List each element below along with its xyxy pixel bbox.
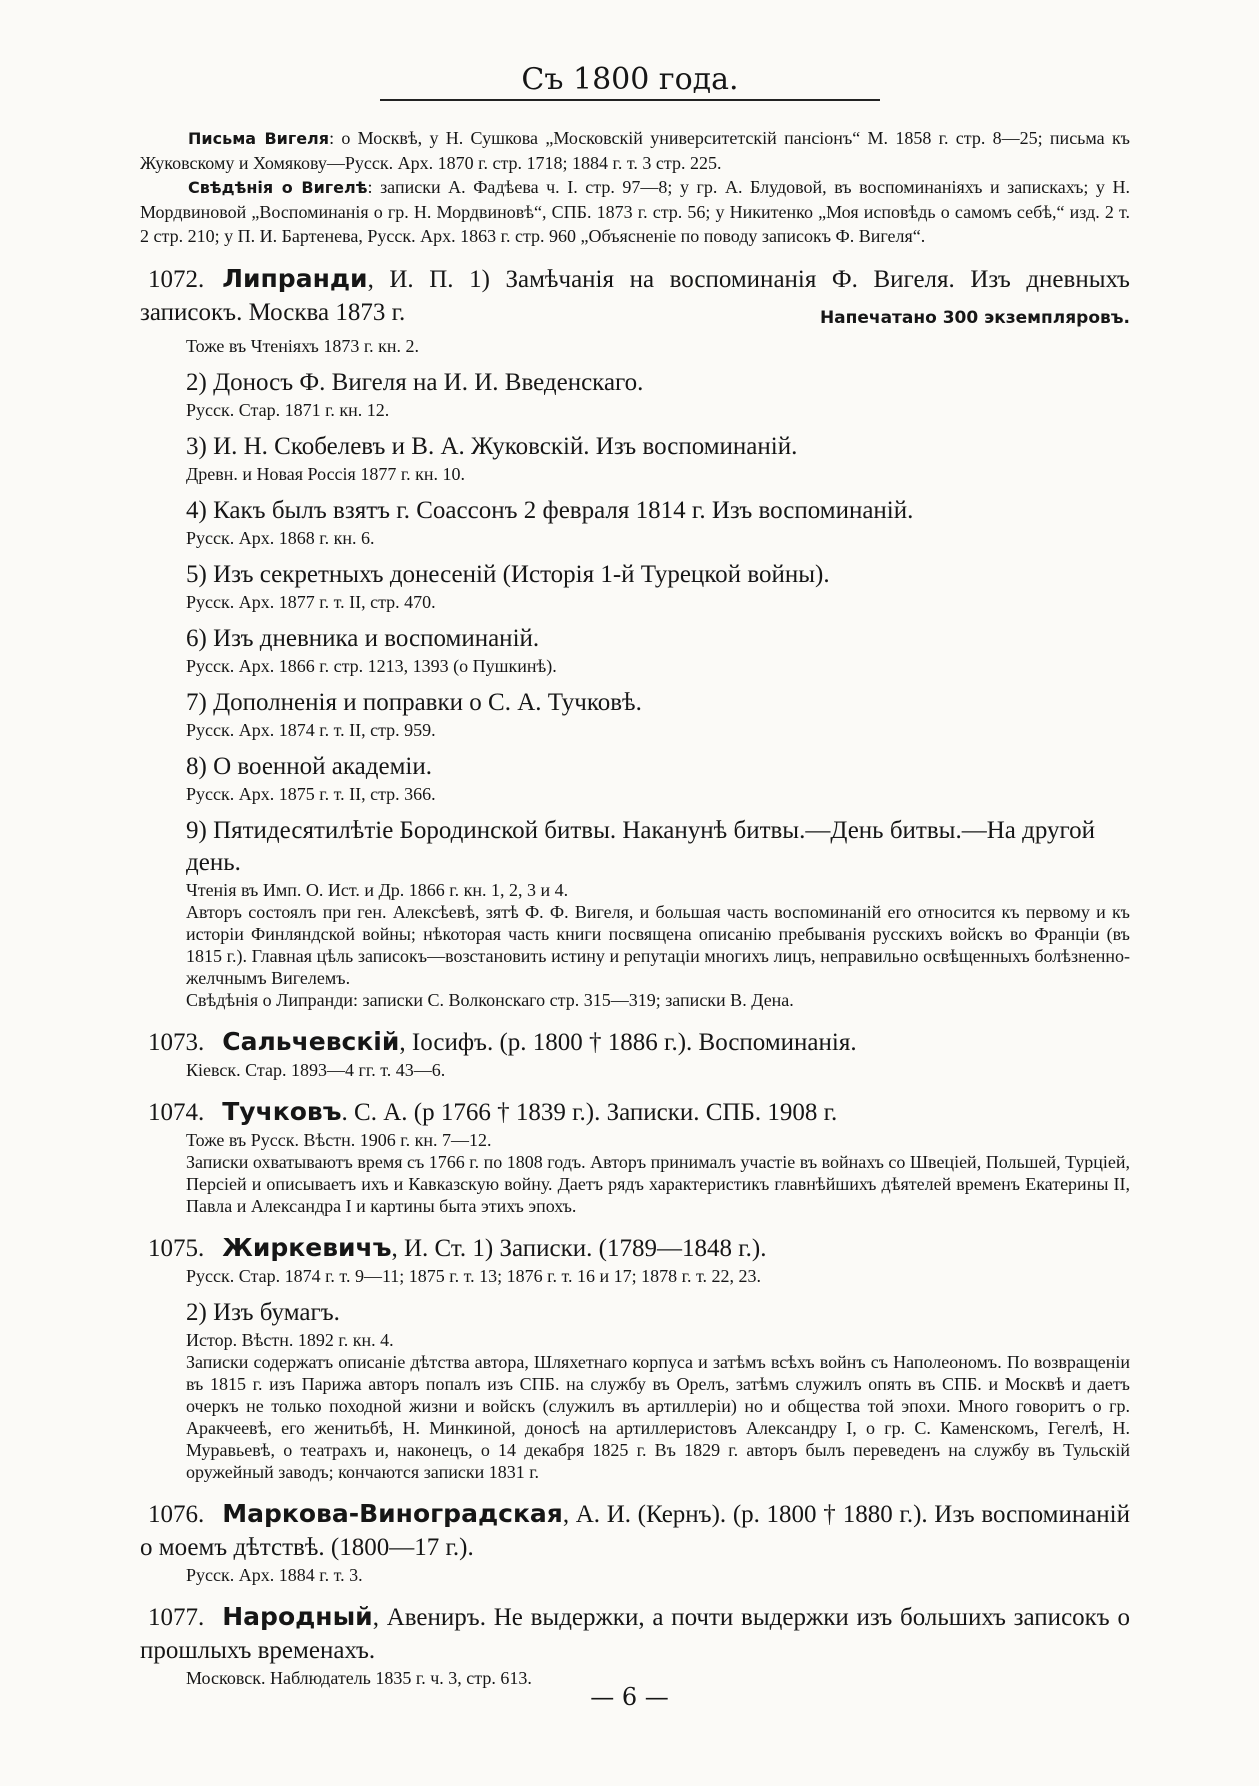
annotation-paragraph: Авторъ состоялъ при ген. Алексѣевѣ, зятѣ Ф. Ф. Вигеля, и большая часть воспоминаній его относится къ первому и къ исторіи Финляндской войны; нѣкоторая часть книги посвящена описанію пребыванія русскихъ войскъ во Франціи (въ 1815 г.). Главная цѣль записокъ—возстановить истину и репутаціи многихъ лицъ, неправильно освѣщенныхъ болѣзненно-желчнымъ Вигелемъ. — [186, 902, 1130, 988]
intro-label: Свѣдѣнія о Вигелѣ — [188, 178, 368, 197]
entry-1077 — [140, 1600, 1130, 1689]
intro-text: : записки А. Фадѣева ч. I. стр. 97—8; у гр. А. Блудовой, въ воспоминаніяхъ и запискахъ; у Н. Мордвиновой „Воспоминанія о гр. Н. Мордвиновѣ“, СПБ. 1873 г. стр. 56; у Никитенко „Моя исповѣдь о самомъ себѣ,“ изд. 2 т. 2 стр. 210; у П. И. Бартенева, Русск. Арх. 1863 г. стр. 960 „Объясненіе по поводу записокъ Ф. Вигеля“. — [140, 177, 1130, 246]
page-content — [140, 126, 1130, 1689]
entry-title: , А. И. (Кернъ). (р. 1800 † 1880 г.). Изъ воспоминаній о моемъ дѣтствѣ. (1800—17 г.). — [140, 1501, 1130, 1561]
author-name: Липранди — [222, 264, 368, 293]
source-line: Тоже въ Русск. Вѣстн. 1906 г. кн. 7—12. — [186, 1130, 492, 1150]
entry-1075 — [140, 1231, 1130, 1483]
source-line: Русск. Арх. 1868 г. кн. 6. — [186, 528, 375, 548]
source-line: Русск. Арх. 1874 г. т. II, стр. 959. — [186, 720, 436, 740]
entry-1072 — [140, 262, 1130, 1011]
sub-item-title: 2) Доносъ Ф. Вигеля на И. И. Введенскаго. — [186, 369, 644, 396]
header-rule — [380, 99, 880, 101]
annotation — [140, 901, 1130, 1011]
intro-paragraph — [140, 175, 1130, 248]
entry-1076 — [140, 1497, 1130, 1586]
intro-text: : о Москвѣ, у Н. Сушкова „Московскій университетскій пансіонъ“ М. 1858 г. стр. 8—25; письма къ Жуковскому и Хомякову—Русск. Арх. 1870 г. стр. 1718; 1884 г. т. 3 стр. 225. — [140, 128, 1130, 173]
author-name: Тучковъ — [222, 1097, 342, 1126]
source-line: Истор. Вѣстн. 1892 г. кн. 4. — [186, 1330, 394, 1350]
author-name: Сальчевскій — [222, 1027, 400, 1056]
annotation — [140, 1151, 1130, 1217]
source-line: Русск. Арх. 1875 г. т. II, стр. 366. — [186, 784, 436, 804]
entry-heading — [140, 1025, 1130, 1059]
source-line: Древн. и Новая Россія 1877 г. кн. 10. — [186, 464, 466, 484]
entry-1074 — [140, 1095, 1130, 1217]
print-run-note: Напечатано 300 экземпляровъ. — [819, 308, 1130, 328]
sub-item-title: 4) Какъ былъ взятъ г. Соассонъ 2 февраля 1814 г. Изъ воспоминаній. — [186, 497, 914, 524]
entry-number: 1075. — [148, 1235, 205, 1262]
source-line: Кіевск. Стар. 1893—4 гг. т. 43—6. — [186, 1060, 446, 1080]
intro-paragraph — [140, 126, 1130, 175]
sub-item-title: 6) Изъ дневника и воспоминаній. — [186, 625, 540, 652]
entry-heading — [140, 1095, 1130, 1129]
entry-title: , И. П. 1) Замѣчанія на воспоминанія Ф. Вигеля. Изъ дневныхъ записокъ. Москва 1873 г. — [140, 266, 1130, 326]
page-title: Съ 1800 года. — [521, 62, 739, 97]
sub-item-title: 2) Изъ бумагъ. — [186, 1299, 340, 1326]
intro-notes — [140, 126, 1130, 248]
entry-title: , Іосифъ. (р. 1800 † 1886 г.). Воспоминанія. — [399, 1029, 857, 1056]
sub-item-title: 8) О военной академіи. — [186, 753, 432, 780]
sub-item-title: 3) И. Н. Скобелевъ и В. А. Жуковскій. Изъ воспоминаній. — [186, 433, 798, 460]
intro-label: Письма Вигеля — [188, 129, 330, 148]
entry-number: 1077. — [148, 1604, 205, 1631]
entry-title: . С. А. (р 1766 † 1839 г.). Записки. СПБ. 1908 г. — [341, 1099, 838, 1126]
annotation-paragraph: Записки охватываютъ время съ 1766 г. по 1808 годъ. Авторъ принималъ участіе въ войнахъ со Швеціей, Польшей, Турціей, Персіей и описываетъ ихъ и Кавказскую войну. Даетъ рядъ характеристикъ главнѣйшихъ дѣятелей временъ Екатерины II, Павла и Александра I и картины быта этихъ эпохъ. — [186, 1152, 1130, 1216]
entry-heading — [140, 1497, 1130, 1564]
entry-title: , Авениръ. Не выдержки, а почти выдержки изъ большихъ записокъ о прошлыхъ временахъ. — [140, 1604, 1130, 1664]
source-line: Русск. Стар. 1871 г. кн. 12. — [186, 400, 390, 420]
source-line: Русск. Стар. 1874 г. т. 9—11; 1875 г. т. 13; 1876 г. т. 16 и 17; 1878 г. т. 22, 23. — [186, 1266, 762, 1286]
source-line: Чтенія въ Имп. О. Ист. и Др. 1866 г. кн. 1, 2, 3 и 4. — [186, 880, 569, 900]
source-line: Московск. Наблюдатель 1835 г. ч. 3, стр. 613. — [186, 1668, 532, 1688]
page-number: — 6 — — [590, 1683, 669, 1711]
annotation-paragraph: Записки содержатъ описаніе дѣтства автора, Шляхетнаго корпуса и затѣмъ всѣхъ войнъ съ Наполеономъ. По возвращеніи въ 1815 г. изъ Парижа авторъ попалъ изъ СПБ. на службу въ Орелъ, затѣмъ служилъ опять въ СПБ. и Москвѣ и даетъ очеркъ не только походной жизни и войскъ (служилъ въ артиллеріи) но и общества той эпохи. Много говоритъ о гр. Аракчеевѣ, его женитьбѣ, Н. Минкиной, доносѣ на артиллеристовъ Александру I, о гр. С. Каменскомъ, Гегелѣ, Н. Муравьевѣ, о театрахъ и, наконецъ, о 14 декабря 1825 г. Въ 1829 г. авторъ былъ переведенъ на службу въ Тульскій оружейный заводъ; кончаются записки 1831 г. — [186, 1352, 1130, 1482]
author-name: Жиркевичъ — [222, 1233, 392, 1262]
entry-1073 — [140, 1025, 1130, 1081]
source-line: Тоже въ Чтеніяхъ 1873 г. кн. 2. — [186, 336, 420, 356]
entry-heading — [140, 1600, 1130, 1667]
entry-number: 1076. — [148, 1501, 205, 1528]
annotation — [140, 1351, 1130, 1483]
entry-number: 1074. — [148, 1099, 205, 1126]
sub-item-title: 7) Дополненія и поправки о С. А. Тучковѣ. — [186, 689, 642, 716]
entry-number: 1072. — [148, 266, 205, 293]
entry-title: , И. Ст. 1) Записки. (1789—1848 г.). — [391, 1235, 767, 1262]
annotation-paragraph: Свѣдѣнія о Липранди: записки С. Волконскаго стр. 315—319; записки В. Дена. — [186, 990, 794, 1010]
source-line: Русск. Арх. 1866 г. стр. 1213, 1393 (о Пушкинѣ). — [186, 656, 557, 676]
source-line: Русск. Арх. 1877 г. т. II, стр. 470. — [186, 592, 436, 612]
entry-heading — [140, 1231, 1130, 1265]
sub-item-title: 5) Изъ секретныхъ донесеній (Исторія 1-й Турецкой войны). — [186, 561, 830, 588]
entry-number: 1073. — [148, 1029, 205, 1056]
sub-item-title: 9) Пятидесятилѣтіе Бородинской битвы. Наканунѣ битвы.—День битвы.—На другой день. — [186, 817, 1096, 876]
author-name: Маркова-Виноградская — [222, 1499, 563, 1528]
entry-heading — [140, 262, 1130, 329]
author-name: Народный — [222, 1602, 373, 1631]
source-line: Русск. Арх. 1884 г. т. 3. — [186, 1565, 363, 1585]
